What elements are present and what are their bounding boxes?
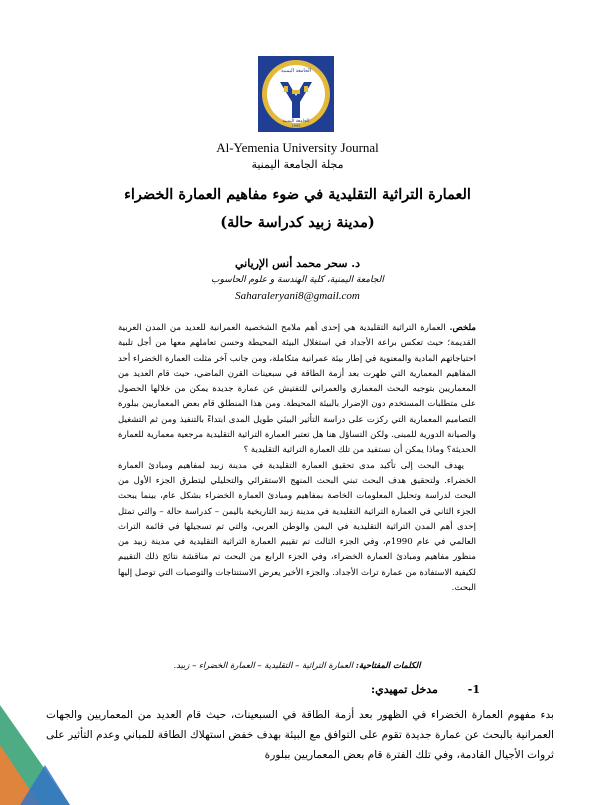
paper-title-line2: (مدينة زبيد كدراسة حالة) <box>220 214 375 231</box>
logo-bottom-text: الجامعة اليمنية <box>282 119 310 124</box>
abstract-text-1: العمارة التراثية التقليدية هي إحدى أهم ملامح الشخصية العمرانية للعديد من المدن العربية القديمة؛ حيث تعكس براعة الأجداد في استغلال البيئة المحيطة وحسن تعاملهم معها من أجل تلبية احتياجاتهم المادية والمعنوية في إطار بيئة عمرانية متكاملة، ومن جانب آخر مثلت العمارة الخضراء أحد المفاهيم المعمارية التي ظهرت بعد أزمة الطاقة في سبعينات القرن الماضي، حيث قام العديد من المعماريين بتوجيه البحث المعماري والعمراني للتفتيش عن عمارة جديدة يمكن من خلالها الحصول على متطلبات المستخدم دون الإضرار بالبيئة المحيطة. ومن هذا المنطلق قام بعض المعماريين ببلورة التصاميم المعمارية التي ركزت على دراسة التأثير البيئي طويل المدى ابتداءً بالتنفيذ ومن ثم التشغيل والصيانة الدورية للمبنى. ولكن التساؤل هنا هل تعتبر العمارة التراثية التقليدية مرجعية معمارية للعمارة الحديثة؟ وماذا يمكن أن نستفيد من تلك العمارة التراثية التقليدية ؟ <box>118 323 476 456</box>
journal-name-ar: مجلة الجامعة اليمنية <box>251 158 344 171</box>
keywords <box>118 660 476 670</box>
section-heading <box>371 683 480 696</box>
paper-title-line1: العمارة التراثية التقليدية في ضوء مفاهيم العمارة الخضراء <box>124 186 471 203</box>
keywords-text: العمارة التراثية – التقليدية – العمارة الخضراء – زبيد. <box>173 660 354 670</box>
corner-decoration <box>0 665 120 805</box>
section-title: مدخل تمهيدي: <box>371 683 438 696</box>
abstract-paragraph-2: يهدف البحث إلى تأكيد مدى تحقيق العمارة التقليدية في مدينة زبيد لمفاهيم ومبادئ العمارة الخضراء. ولتحقيق هدف البحث تبني البحث المنهج الاستقرائي والتحليلي ليتطرق الجزء الأول من البحث لدراسة وتحليل المعلومات الخاصة بمفاهيم ومبادئ العمارة الخضراء بشكل عام، بينما يبحث الجزء الثاني في العمارة التراثية التقليدية في مدينة زبيد التاريخية باليمن – كدراسة حالة – والتي تمثل إحدى أهم المدن التراثية التقليدية في اليمن والوطن العربي، والتي تم تسجيلها في قائمة التراث العالمي في عام 1990م، وفي الجزء الثالث تم تقييم العمارة التراثية التقليدية في مدينة زبيد من منظور مفاهيم ومبادئ العمارة الخضراء، وفي الجزء الرابع من البحث تم مناقشة نتائج ذلك التقييم لكيفية الاستفادة من عمارة تراث الأجداد. والجزء الأخير يعرض الاستنتاجات والتوصيات التي توصل إليها البحث. <box>118 460 476 594</box>
author-name: د. سحر محمد أنس الإرياني <box>235 257 360 270</box>
author-email[interactable]: Saharaleryani8@gmail.com <box>235 290 360 302</box>
journal-name-en: Al-Yemenia University Journal <box>216 140 379 155</box>
logo-top-text: الجامعة اليمنية <box>280 68 312 74</box>
university-logo <box>258 56 334 132</box>
section-number: 1- <box>467 683 480 696</box>
author-affiliation: الجامعة اليمنية، كلية الهندسة و علوم الحاسوب <box>211 275 384 285</box>
abstract-label: ملخص. <box>449 323 476 333</box>
abstract <box>118 321 476 596</box>
logo-year: 1995 <box>291 124 301 128</box>
keywords-label: الكلمات المفتاحية: <box>355 660 421 670</box>
abstract-paragraph-1 <box>118 321 476 459</box>
section-body-text: بدء مفهوم العمارة الخضراء في الظهور بعد أزمة الطاقة في السبعينات، حيث قام العديد من المعماريين والجهات العمرانية بالبحث عن عمارة جديدة تقوم على التوافق مع البيئة بهدف خفض استهلاك الطاقة للمباني وعدم التأثير على ثروات الأجيال القادمة، وفي تلك الفترة قام بعض المعماريين ببلورة <box>46 709 554 761</box>
